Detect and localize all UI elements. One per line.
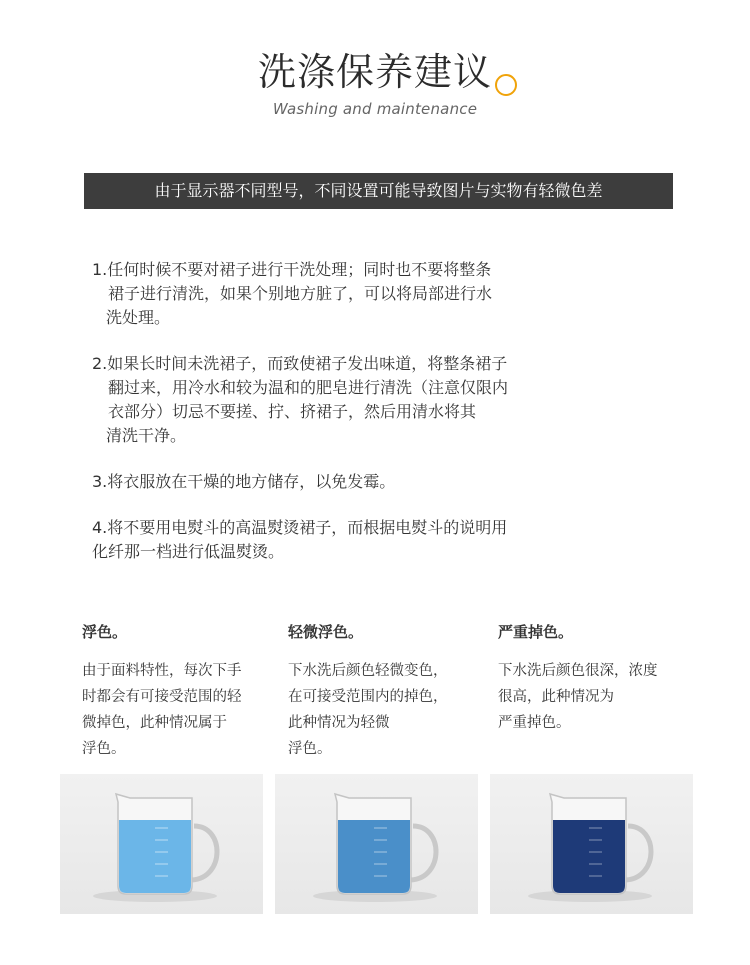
tip-line: 化纤那一档进行低温熨烫。 bbox=[92, 542, 285, 561]
desc-line: 由于面料特性，每次下手 bbox=[82, 663, 242, 679]
care-tips-list bbox=[92, 258, 632, 586]
fade-level-description bbox=[288, 658, 493, 762]
desc-line: 下水洗后颜色很深，浓度 bbox=[498, 663, 658, 679]
tip-line: 清洗干净。 bbox=[106, 426, 187, 445]
color-difference-notice: 由于显示器不同型号，不同设置可能导致图片与实物有轻微色差 bbox=[84, 173, 673, 209]
desc-line: 浮色。 bbox=[82, 741, 126, 757]
beaker-icon bbox=[275, 774, 478, 914]
beaker-icon bbox=[60, 774, 263, 914]
desc-line: 此种情况为轻微 bbox=[288, 715, 390, 731]
beaker-photo-light bbox=[60, 774, 263, 914]
title-english: Washing and maintenance bbox=[272, 100, 478, 118]
fade-level-description bbox=[498, 658, 703, 736]
desc-line: 很高，此种情况为 bbox=[498, 689, 614, 705]
tip-line: 翻过来，用冷水和较为温和的肥皂进行清洗（注意仅限内 bbox=[108, 378, 509, 397]
tip-line: 洗处理。 bbox=[106, 308, 171, 327]
fade-level-column bbox=[82, 620, 287, 762]
beaker-icon bbox=[490, 774, 693, 914]
care-tip bbox=[92, 258, 632, 330]
tip-line: 衣部分）切忌不要搓、拧、挤裙子，然后用清水将其 bbox=[108, 402, 477, 421]
fade-level-column bbox=[498, 620, 703, 736]
fade-level-title: 浮色。 bbox=[82, 623, 128, 641]
care-tip bbox=[92, 470, 632, 494]
care-tip bbox=[92, 352, 632, 448]
page-title bbox=[0, 48, 750, 96]
beaker-photo-medium bbox=[275, 774, 478, 914]
desc-line: 时都会有可接受范围的轻 bbox=[82, 689, 242, 705]
tip-line: 2.如果长时间未洗裙子，而致使裙子发出味道，将整条裙子 bbox=[92, 354, 508, 373]
beaker-photo-dark bbox=[490, 774, 693, 914]
tip-line: 1.任何时候不要对裙子进行干洗处理；同时也不要将整条 bbox=[92, 260, 492, 279]
tip-line: 4.将不要用电熨斗的高温熨烫裙子，而根据电熨斗的说明用 bbox=[92, 518, 508, 537]
tip-line: 裙子进行清洗，如果个别地方脏了，可以将局部进行水 bbox=[108, 284, 493, 303]
fade-level-title: 严重掉色。 bbox=[498, 623, 574, 641]
fade-level-title: 轻微浮色。 bbox=[288, 623, 364, 641]
desc-line: 浮色。 bbox=[288, 741, 332, 757]
fade-level-column bbox=[288, 620, 493, 762]
fade-level-description bbox=[82, 658, 287, 762]
desc-line: 严重掉色。 bbox=[498, 715, 571, 731]
tip-line: 3.将衣服放在干燥的地方储存，以免发霉。 bbox=[92, 472, 396, 491]
title-chinese: 洗涤保养建议 bbox=[257, 50, 492, 94]
desc-line: 下水洗后颜色轻微变色， bbox=[288, 663, 448, 679]
desc-line: 在可接受范围内的掉色， bbox=[288, 689, 448, 705]
desc-line: 微掉色，此种情况属于 bbox=[82, 715, 227, 731]
care-tip bbox=[92, 516, 632, 564]
